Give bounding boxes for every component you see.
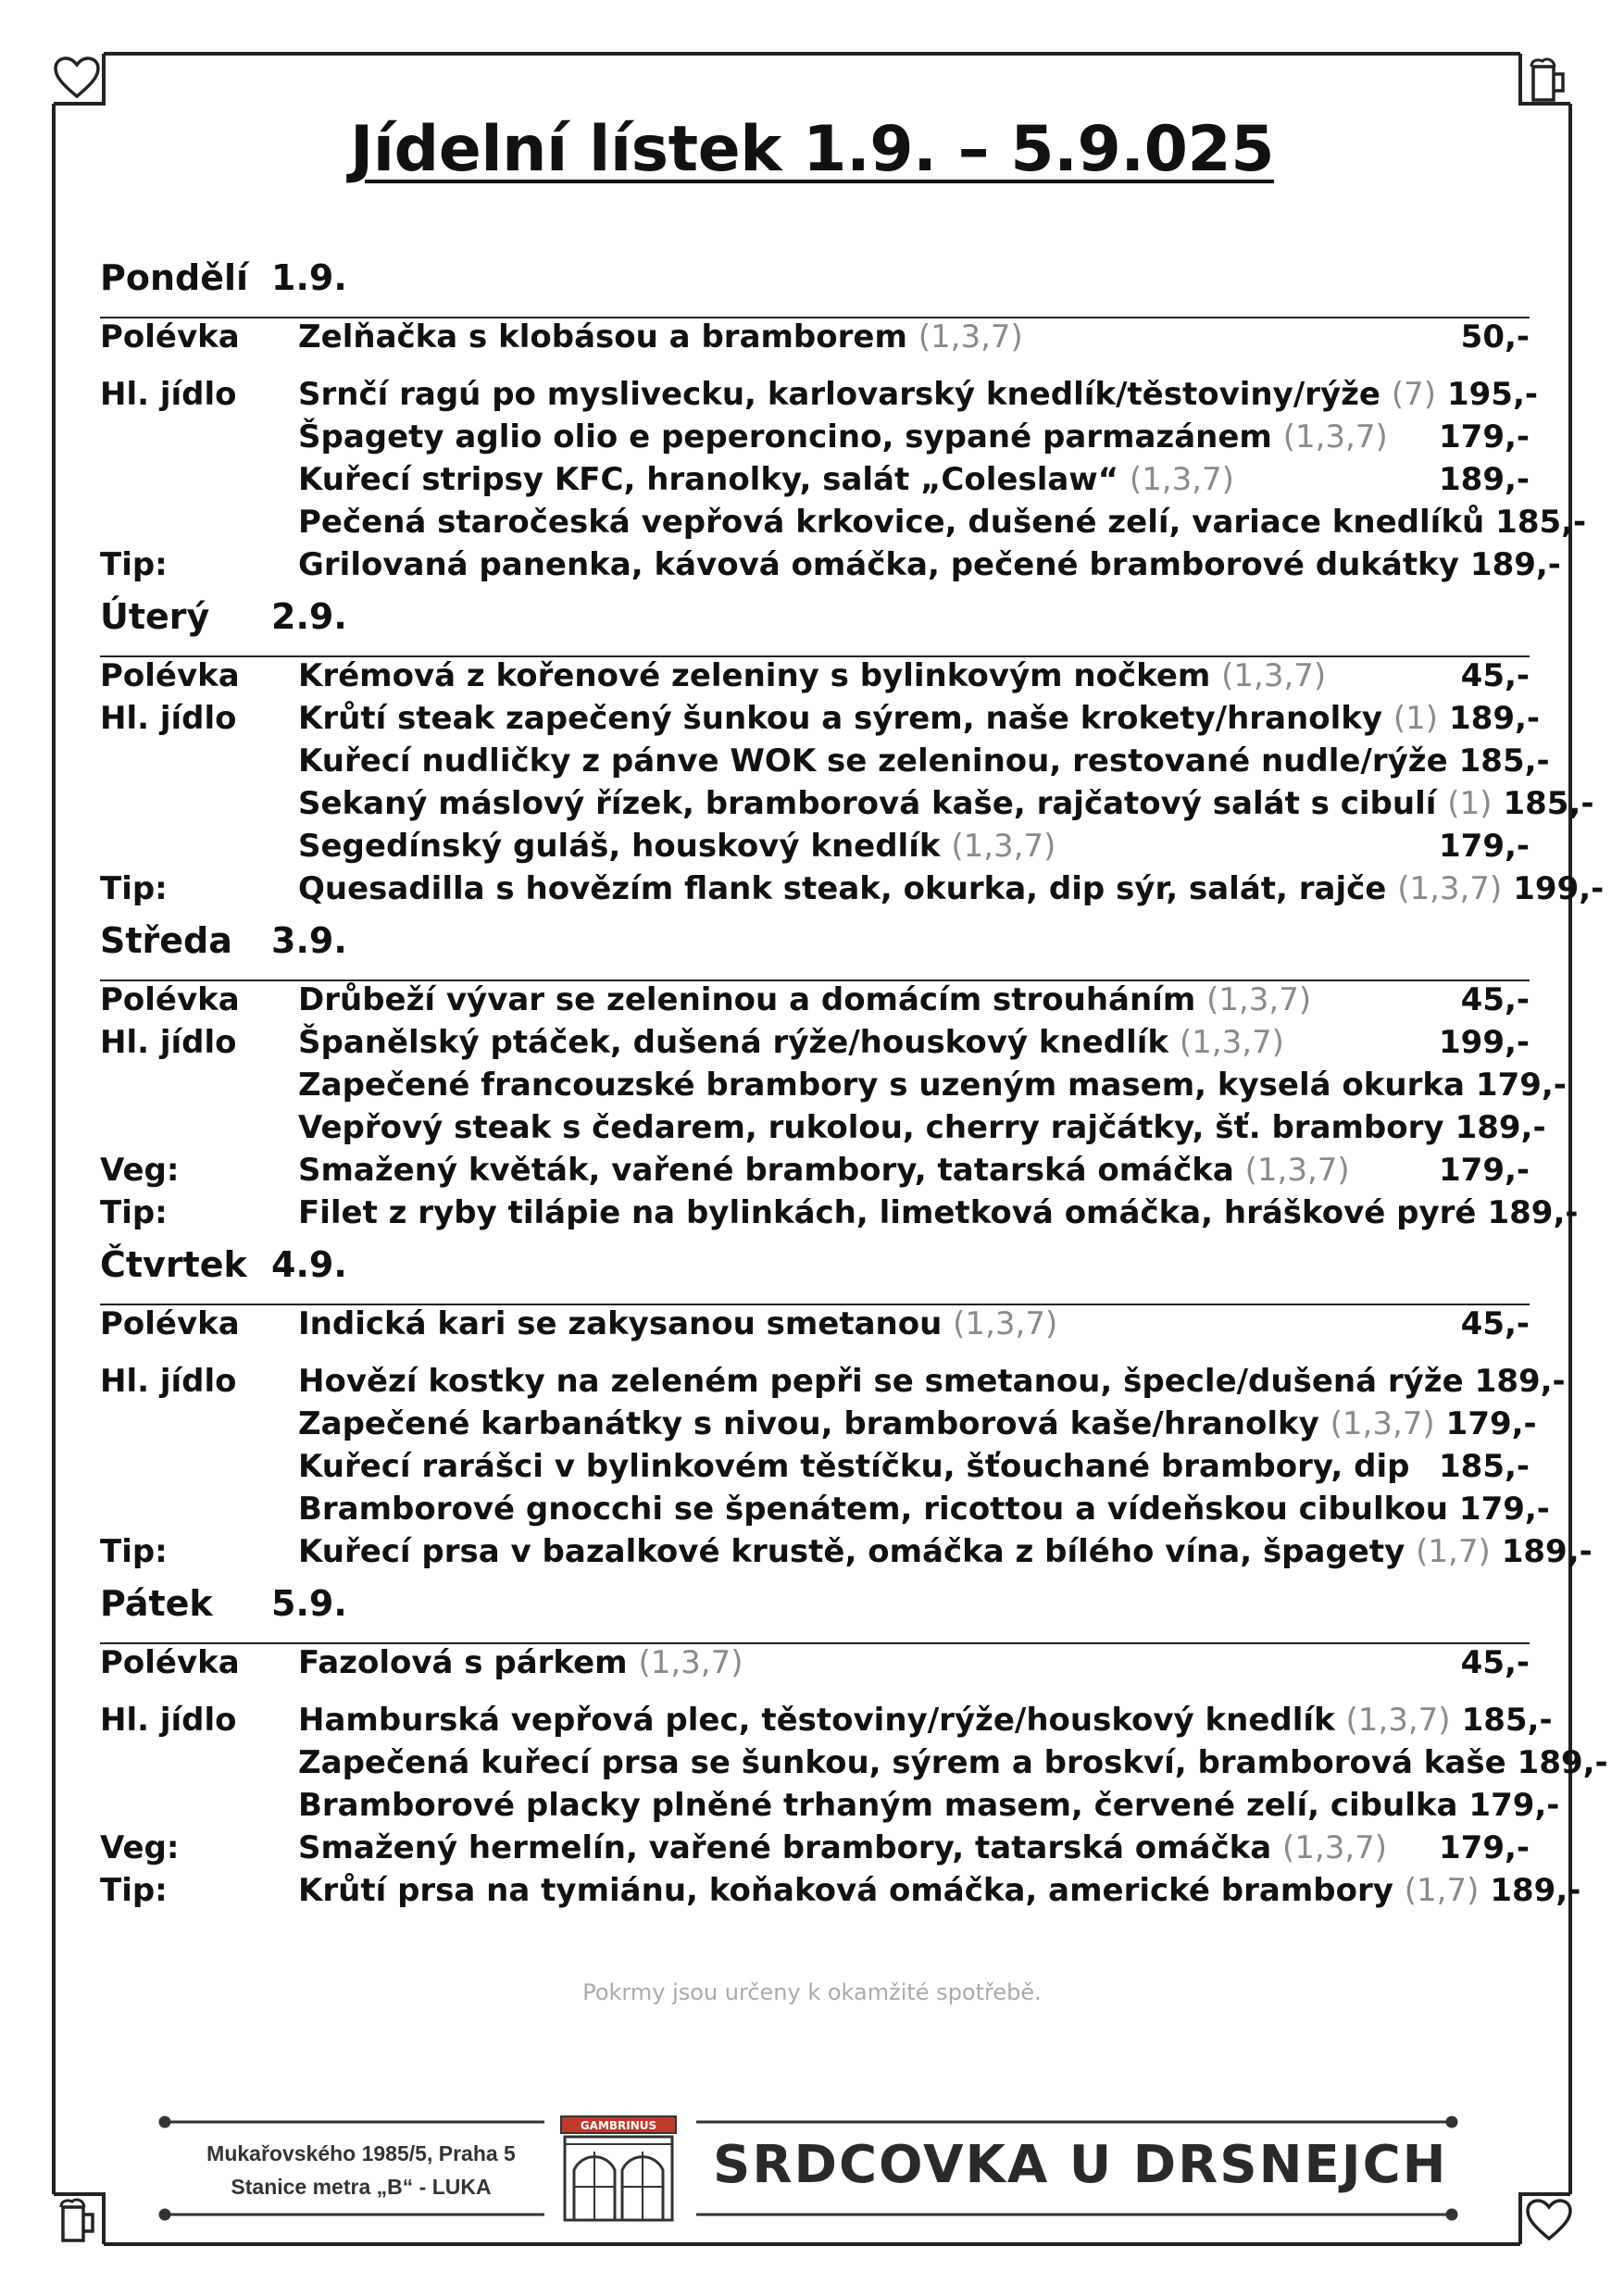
heart-icon	[52, 56, 102, 100]
gambrinus-logo	[556, 2113, 681, 2224]
menu-item	[100, 1491, 1550, 1533]
day-section	[100, 257, 1587, 589]
menu-item-description	[298, 376, 1436, 413]
menu-item	[100, 546, 1561, 589]
dish-name: Zapečené francouzské brambory s uzeným masem, kyselá okurka	[298, 1067, 1465, 1104]
menu-item-price: 45,-	[1460, 981, 1530, 1018]
menu-item-price: 189,-	[1439, 461, 1530, 498]
menu-item-price: 179,-	[1445, 1405, 1537, 1442]
day-header	[100, 920, 1530, 981]
menu-item	[100, 700, 1541, 742]
menu-item-price: 179,-	[1439, 418, 1530, 455]
menu-item-price: 185,-	[1458, 742, 1550, 780]
menu-item-description	[298, 1872, 1479, 1909]
menu-item-description	[298, 504, 1484, 541]
dish-name: Grilovaná panenka, kávová omáčka, pečené bramborové dukátky	[298, 546, 1459, 583]
dish-name: Kuřecí stripsy KFC, hranolky, salát „Coleslaw“	[298, 461, 1119, 498]
day-date: 4.9.	[271, 1244, 347, 1285]
menu-category: Tip:	[100, 1533, 168, 1570]
dish-name: Zapečené karbanátky s nivou, bramborová kaše/hranolky	[298, 1405, 1319, 1442]
menu-category: Veg:	[100, 1829, 180, 1866]
menu-item	[100, 1024, 1530, 1067]
menu-item-price: 189,-	[1490, 1872, 1581, 1909]
address-line: Mukařovského 1985/5, Praha 5	[206, 2141, 516, 2165]
menu-item-price: 199,-	[1513, 870, 1605, 907]
dish-name: Vepřový steak s čedarem, rukolou, cherry rajčátky, šť. brambory	[298, 1109, 1444, 1146]
menu-category: Veg:	[100, 1152, 180, 1189]
dish-name: Segedínský guláš, houskový knedlík	[298, 828, 941, 865]
menu-item-price: 45,-	[1460, 1644, 1530, 1681]
dish-name: Zelňačka s klobásou a bramborem	[298, 318, 907, 356]
menu-item-description	[298, 1702, 1451, 1739]
day-name: Úterý	[100, 596, 210, 637]
menu-category: Polévka	[100, 657, 240, 694]
menu-item	[100, 461, 1530, 504]
menu-item	[100, 981, 1530, 1024]
menu-item-description	[298, 546, 1459, 583]
menu-item-description	[298, 1744, 1506, 1781]
allergens: (1,3,7)	[1206, 981, 1312, 1018]
menu-item-description	[298, 461, 1428, 498]
menu-item	[100, 785, 1594, 828]
menu-item-description	[298, 1194, 1476, 1231]
day-section	[100, 596, 1605, 913]
menu-category: Hl. jídlo	[100, 1024, 237, 1061]
day-date: 2.9.	[271, 596, 347, 637]
menu-item	[100, 1533, 1593, 1576]
menu-item	[100, 1305, 1530, 1348]
day-section	[100, 1244, 1593, 1576]
menu-item	[100, 1829, 1530, 1872]
menu-category: Tip:	[100, 1872, 168, 1909]
menu-item-description	[298, 785, 1492, 822]
menu-item	[100, 1152, 1530, 1194]
dish-name: Bramborové placky plněné trhaným masem, červené zelí, cibulka	[298, 1787, 1458, 1824]
heart-icon	[1524, 2198, 1574, 2242]
menu-item-description	[298, 318, 1428, 356]
menu-item	[100, 828, 1530, 870]
allergens: (1,3,7)	[1282, 1829, 1388, 1866]
day-header	[100, 257, 1530, 318]
day-date: 3.9.	[271, 920, 347, 961]
menu-item-description	[298, 418, 1428, 455]
menu-item-description	[298, 1109, 1444, 1146]
menu-item-price: 189,-	[1474, 1363, 1566, 1400]
dish-name: Španělský ptáček, dušená rýže/houskový knedlík	[298, 1024, 1169, 1061]
menu-item-description	[298, 1448, 1428, 1485]
logo-sign-text: GAMBRINUS	[580, 2119, 657, 2132]
menu-item-price: 189,-	[1501, 1533, 1593, 1570]
menu-item-price: 189,-	[1455, 1109, 1546, 1146]
allergens: (1,3,7)	[1345, 1702, 1451, 1739]
menu-item-price: 50,-	[1460, 318, 1530, 356]
menu-item	[100, 1644, 1530, 1687]
page-title: Jídelní lístek 1.9. – 5.9.025	[349, 113, 1275, 186]
menu-item	[100, 870, 1605, 913]
menu-item-description	[298, 1363, 1464, 1400]
allergens: (1,3,7)	[951, 828, 1056, 865]
beer-mug-icon	[1526, 56, 1570, 104]
menu-item-price: 45,-	[1460, 1305, 1530, 1342]
menu-item-price: 185,-	[1495, 504, 1587, 541]
menu-item-description	[298, 1152, 1428, 1189]
menu-item-description	[298, 1787, 1457, 1824]
day-name: Středa	[100, 920, 232, 961]
menu-item-description	[298, 870, 1502, 907]
allergens: (1,3,7)	[1179, 1024, 1284, 1061]
menu-item-description	[298, 1829, 1428, 1866]
menu-item-price: 185,-	[1439, 1448, 1530, 1485]
day-section	[100, 920, 1579, 1237]
menu-category: Polévka	[100, 981, 240, 1018]
dish-name: Krůtí steak zapečený šunkou a sýrem, naše krokety/hranolky	[298, 700, 1383, 737]
allergens: (1,3,7)	[1330, 1405, 1435, 1442]
menu-item	[100, 1109, 1546, 1152]
menu-item-price: 189,-	[1469, 546, 1561, 583]
menu-item-price: 199,-	[1439, 1024, 1530, 1061]
menu-item-description	[298, 700, 1438, 737]
menu-category: Tip:	[100, 1194, 168, 1231]
dish-name: Kuřecí prsa v bazalkové krustě, omáčka z bílého vína, špagety	[298, 1533, 1405, 1570]
day-date: 1.9.	[271, 257, 347, 298]
day-date: 5.9.	[271, 1583, 347, 1624]
day-header	[100, 596, 1530, 657]
menu-item	[100, 1067, 1567, 1109]
menu-item-description	[298, 1305, 1428, 1342]
menu-category: Hl. jídlo	[100, 1702, 237, 1739]
menu-item-price: 179,-	[1439, 1829, 1530, 1866]
dish-name: Fazolová s párkem	[298, 1644, 628, 1681]
menu-item-description	[298, 1405, 1435, 1442]
dish-name: Sekaný máslový řízek, bramborová kaše, rajčatový salát s cibulí	[298, 785, 1437, 822]
day-header	[100, 1583, 1530, 1644]
menu-category: Hl. jídlo	[100, 376, 237, 413]
menu-item-price: 189,-	[1487, 1194, 1579, 1231]
dish-name: Špagety aglio olio e peperoncino, sypané parmazánem	[298, 418, 1272, 455]
allergens: (1,3,7)	[1282, 418, 1388, 455]
dish-name: Kuřecí nudličky z pánve WOK se zeleninou, restované nudle/rýže	[298, 742, 1448, 780]
menu-item-description	[298, 742, 1448, 780]
dish-name: Pečená staročeská vepřová krkovice, dušené zelí, variace knedlíků	[298, 504, 1485, 541]
weekly-menu	[100, 257, 1608, 1922]
dish-name: Indická kari se zakysanou smetanou	[298, 1305, 943, 1342]
dish-name: Filet z ryby tilápie na bylinkách, limetková omáčka, hráškové pyré	[298, 1194, 1477, 1231]
menu-category: Polévka	[100, 1644, 240, 1681]
menu-item-price: 179,-	[1475, 1067, 1567, 1104]
menu-category: Hl. jídlo	[100, 700, 237, 737]
menu-item	[100, 1194, 1579, 1237]
menu-item-price: 185,-	[1503, 785, 1594, 822]
menu-item-price: 179,-	[1468, 1787, 1560, 1824]
dish-name: Smažený květák, vařené brambory, tatarská omáčka	[298, 1152, 1234, 1189]
menu-item-price: 179,-	[1439, 828, 1530, 865]
menu-category: Polévka	[100, 1305, 240, 1342]
allergens: (1,3,7)	[1244, 1152, 1350, 1189]
menu-category: Tip:	[100, 546, 168, 583]
menu-category: Hl. jídlo	[100, 1363, 237, 1400]
menu-item	[100, 742, 1550, 785]
dish-name: Hovězí kostky na zeleném pepři se smetanou, špecle/dušená rýže	[298, 1363, 1464, 1400]
allergens: (1,3,7)	[1221, 657, 1327, 694]
day-section	[100, 1583, 1608, 1915]
beer-mug-icon	[56, 2196, 100, 2244]
day-header	[100, 1244, 1530, 1305]
restaurant-brand: SRDCOVKA U DRSNEJCH	[713, 2135, 1448, 2195]
allergens: (1,3,7)	[1129, 461, 1234, 498]
allergens: (1,3,7)	[918, 318, 1023, 356]
menu-item-price: 195,-	[1446, 376, 1538, 413]
menu-item	[100, 1405, 1537, 1448]
allergens: (1,3,7)	[638, 1644, 743, 1681]
menu-item	[100, 1744, 1608, 1787]
menu-item	[100, 318, 1530, 361]
day-name: Čtvrtek	[100, 1244, 247, 1285]
menu-item	[100, 1363, 1566, 1405]
menu-item	[100, 504, 1587, 546]
menu-item-description	[298, 1067, 1465, 1104]
menu-item-price: 179,-	[1439, 1152, 1530, 1189]
menu-category: Polévka	[100, 318, 240, 356]
allergens: (1)	[1393, 700, 1439, 737]
menu-category: Tip:	[100, 870, 168, 907]
dish-name: Drůbeží vývar se zeleninou a domácím strouháním	[298, 981, 1196, 1018]
menu-item-price: 189,-	[1449, 700, 1541, 737]
menu-item-description	[298, 981, 1428, 1018]
dish-name: Zapečená kuřecí prsa se šunkou, sýrem a broskví, bramborová kaše	[298, 1744, 1506, 1781]
allergens: (1,7)	[1416, 1533, 1491, 1570]
menu-item-price: 45,-	[1460, 657, 1530, 694]
menu-item-price: 179,-	[1458, 1491, 1550, 1528]
menu-item-description	[298, 657, 1428, 694]
dish-name: Quesadilla s hovězím flank steak, okurka, dip sýr, salát, rajče	[298, 870, 1387, 907]
dish-name: Krůtí prsa na tymiánu, koňaková omáčka, americké brambory	[298, 1872, 1393, 1909]
menu-item	[100, 418, 1530, 461]
dish-name: Krémová z kořenové zeleniny s bylinkovým nočkem	[298, 657, 1211, 694]
day-name: Pondělí	[100, 257, 249, 298]
menu-item-description	[298, 828, 1428, 865]
dish-name: Hamburská vepřová plec, těstoviny/rýže/houskový knedlík	[298, 1702, 1335, 1739]
dish-name: Kuřecí rarášci v bylinkovém těstíčku, šťouchané brambory, dip	[298, 1448, 1410, 1485]
menu-item	[100, 376, 1538, 418]
dish-name: Bramborové gnocchi se špenátem, ricottou a vídeňskou cibulkou	[298, 1491, 1448, 1528]
menu-item	[100, 657, 1530, 700]
menu-item-description	[298, 1024, 1428, 1061]
address-line: Stanice metra „B“ - LUKA	[231, 2175, 492, 2199]
dish-name: Srnčí ragú po myslivecku, karlovarský knedlík/těstoviny/rýže	[298, 376, 1380, 413]
menu-item	[100, 1872, 1581, 1915]
allergens: (7)	[1391, 376, 1436, 413]
menu-item-description	[298, 1644, 1428, 1681]
day-name: Pátek	[100, 1583, 213, 1624]
menu-item-description	[298, 1491, 1448, 1528]
menu-item	[100, 1787, 1560, 1829]
allergens: (1,7)	[1404, 1872, 1480, 1909]
dish-name: Smažený hermelín, vařené brambory, tatarská omáčka	[298, 1829, 1272, 1866]
menu-item-price: 185,-	[1461, 1702, 1553, 1739]
allergens: (1)	[1447, 785, 1493, 822]
allergens: (1,3,7)	[953, 1305, 1058, 1342]
menu-item-description	[298, 1533, 1491, 1570]
menu-item	[100, 1448, 1530, 1491]
footnote: Pokrmy jsou určeny k okamžité spotřebě.	[582, 1979, 1042, 2005]
menu-item	[100, 1702, 1553, 1744]
footer-address	[176, 2137, 546, 2203]
menu-item-price: 189,-	[1517, 1744, 1608, 1781]
allergens: (1,3,7)	[1397, 870, 1503, 907]
